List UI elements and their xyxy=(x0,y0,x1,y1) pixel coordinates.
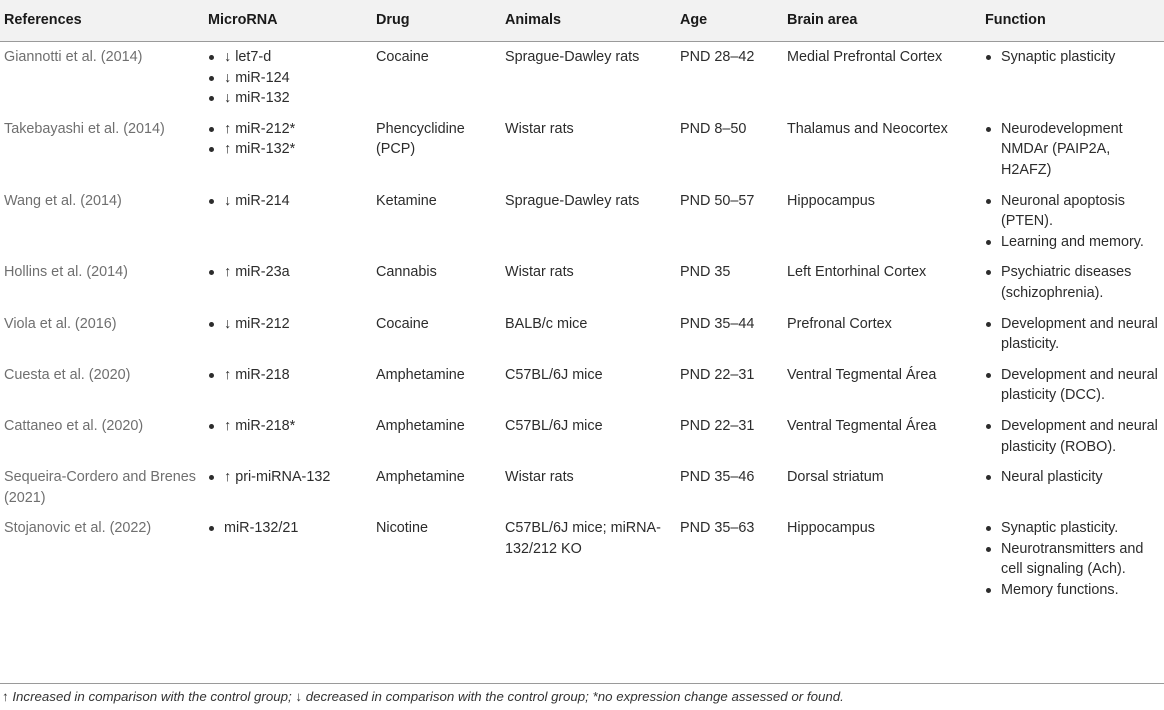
cell-reference: Takebayashi et al. (2014) xyxy=(4,120,165,137)
table-row xyxy=(0,42,1164,114)
header-references: References xyxy=(0,0,204,42)
cell-microrna xyxy=(204,411,372,462)
function-item: Neurotransmitters and cell signaling (Ach). xyxy=(985,539,1158,580)
table-body xyxy=(0,42,1164,606)
microrna-item: ↓ miR-132 xyxy=(208,88,366,109)
microrna-list xyxy=(208,191,366,212)
table-row xyxy=(0,411,1164,462)
function-list xyxy=(985,314,1158,355)
cell-animals: C57BL/6J mice; miRNA- 132/212 KO xyxy=(505,520,661,557)
cell-brain-area: Hippocampus xyxy=(787,520,875,537)
microrna-item: ↑ miR-218* xyxy=(208,416,366,437)
function-list xyxy=(985,467,1158,488)
function-item: Development and neural plasticity (ROBO). xyxy=(985,416,1158,457)
cell-animals: Wistar rats xyxy=(505,469,574,486)
microrna-list xyxy=(208,314,366,335)
microrna-list xyxy=(208,518,366,539)
cell-animals: C57BL/6J mice xyxy=(505,417,603,434)
microrna-list xyxy=(208,467,366,488)
cell-drug: Amphetamine xyxy=(376,469,465,486)
function-list xyxy=(985,416,1158,457)
cell-age: PND 35 xyxy=(680,264,731,281)
cell-drug: Nicotine xyxy=(376,520,428,537)
function-item: Learning and memory. xyxy=(985,232,1158,253)
function-list xyxy=(985,191,1158,253)
microrna-item: ↑ miR-212* xyxy=(208,119,366,140)
cell-brain-area: Ventral Tegmental Área xyxy=(787,366,937,383)
cell-animals: C57BL/6J mice xyxy=(505,366,603,383)
table-row xyxy=(0,186,1164,258)
header-drug: Drug xyxy=(372,0,501,42)
function-list xyxy=(985,262,1158,303)
cell-function xyxy=(981,360,1164,411)
cell-age: PND 28–42 xyxy=(680,49,755,65)
table-row xyxy=(0,309,1164,360)
function-item: Development and neural plasticity. xyxy=(985,314,1158,355)
microrna-item: ↑ pri-miRNA-132 xyxy=(208,467,366,488)
microrna-list xyxy=(208,416,366,437)
cell-function xyxy=(981,513,1164,605)
cell-microrna xyxy=(204,186,372,258)
cell-function xyxy=(981,42,1164,114)
cell-age: PND 35–46 xyxy=(680,469,755,486)
function-item: Psychiatric diseases (schizophrenia). xyxy=(985,262,1158,303)
cell-function xyxy=(981,186,1164,258)
cell-age: PND 50–57 xyxy=(680,192,755,209)
cell-drug: Amphetamine xyxy=(376,417,465,434)
cell-animals: Wistar rats xyxy=(505,264,574,281)
header-brain-area: Brain area xyxy=(783,0,981,42)
cell-drug: Amphetamine xyxy=(376,366,465,383)
cell-brain-area: Dorsal striatum xyxy=(787,469,884,486)
cell-brain-area: Left Entorhinal Cortex xyxy=(787,264,927,281)
table-row xyxy=(0,360,1164,411)
cell-function xyxy=(981,309,1164,360)
cell-drug: Ketamine xyxy=(376,192,437,209)
cell-brain-area: Medial Prefrontal Cortex xyxy=(787,49,943,65)
function-list xyxy=(985,518,1158,600)
cell-drug: Cocaine xyxy=(376,315,429,332)
microrna-list xyxy=(208,365,366,386)
cell-animals: Sprague-Dawley rats xyxy=(505,49,640,65)
cell-animals: Wistar rats xyxy=(505,120,574,137)
table-row xyxy=(0,513,1164,605)
cell-microrna xyxy=(204,309,372,360)
function-item: Neural plasticity xyxy=(985,467,1158,488)
cell-brain-area: Thalamus and Neocortex xyxy=(787,120,948,137)
header-age: Age xyxy=(676,0,783,42)
cell-drug: Cannabis xyxy=(376,264,437,281)
cell-microrna xyxy=(204,114,372,186)
function-item: Neurodevelopment NMDAr (PAIP2A, H2AFZ) xyxy=(985,119,1158,181)
header-function: Function xyxy=(981,0,1164,42)
microrna-list xyxy=(208,47,366,109)
cell-microrna xyxy=(204,42,372,114)
microrna-item: ↓ miR-214 xyxy=(208,191,366,212)
cell-function xyxy=(981,114,1164,186)
cell-age: PND 35–44 xyxy=(680,315,755,332)
cell-reference: Wang et al. (2014) xyxy=(4,192,122,209)
microrna-list xyxy=(208,262,366,283)
cell-microrna xyxy=(204,462,372,513)
table-row xyxy=(0,462,1164,513)
cell-reference: Giannotti et al. (2014) xyxy=(4,49,143,65)
microrna-item: ↓ let7-d xyxy=(208,47,366,68)
cell-microrna xyxy=(204,513,372,605)
microrna-item: ↑ miR-218 xyxy=(208,365,366,386)
function-list xyxy=(985,365,1158,406)
cell-age: PND 22–31 xyxy=(680,366,755,383)
table-footnote: ↑ Increased in comparison with the control group; ↓ decreased in comparison with the control group; *no expression change assessed or found. xyxy=(0,683,1164,704)
header-animals: Animals xyxy=(501,0,676,42)
cell-age: PND 22–31 xyxy=(680,417,755,434)
header-microrna: MicroRNA xyxy=(204,0,372,42)
cell-age: PND 35–63 xyxy=(680,520,755,537)
microrna-list xyxy=(208,119,366,160)
cell-function xyxy=(981,462,1164,513)
cell-function xyxy=(981,257,1164,308)
function-item: Neuronal apoptosis (PTEN). xyxy=(985,191,1158,232)
cell-drug: Phencyclidine (PCP) xyxy=(376,120,465,158)
cell-brain-area: Hippocampus xyxy=(787,192,875,209)
cell-function xyxy=(981,411,1164,462)
cell-reference: Viola et al. (2016) xyxy=(4,315,117,332)
microrna-item: miR-132/21 xyxy=(208,518,366,539)
cell-brain-area: Ventral Tegmental Área xyxy=(787,417,937,434)
cell-drug: Cocaine xyxy=(376,49,429,65)
function-item: Synaptic plasticity xyxy=(985,47,1158,68)
cell-brain-area: Prefronal Cortex xyxy=(787,315,892,332)
header-row xyxy=(0,0,1164,42)
function-item: Memory functions. xyxy=(985,580,1158,601)
table-row xyxy=(0,114,1164,186)
cell-reference: Hollins et al. (2014) xyxy=(4,264,128,281)
microrna-item: ↓ miR-124 xyxy=(208,68,366,89)
cell-microrna xyxy=(204,360,372,411)
cell-animals: Sprague-Dawley rats xyxy=(505,192,640,209)
cell-reference: Sequeira-Cordero and Brenes (2021) xyxy=(4,469,196,506)
microrna-item: ↓ miR-212 xyxy=(208,314,366,335)
function-item: Synaptic plasticity. xyxy=(985,518,1158,539)
function-list xyxy=(985,119,1158,181)
cell-age: PND 8–50 xyxy=(680,120,747,137)
function-item: Development and neural plasticity (DCC). xyxy=(985,365,1158,406)
cell-microrna xyxy=(204,257,372,308)
table-header xyxy=(0,0,1164,42)
function-list xyxy=(985,47,1158,68)
table-row xyxy=(0,257,1164,308)
cell-reference: Stojanovic et al. (2022) xyxy=(4,520,152,537)
microrna-item: ↑ miR-132* xyxy=(208,139,366,160)
cell-reference: Cattaneo et al. (2020) xyxy=(4,417,144,434)
microrna-item: ↑ miR-23a xyxy=(208,262,366,283)
cell-reference: Cuesta et al. (2020) xyxy=(4,366,131,383)
cell-animals: BALB/c mice xyxy=(505,315,588,332)
